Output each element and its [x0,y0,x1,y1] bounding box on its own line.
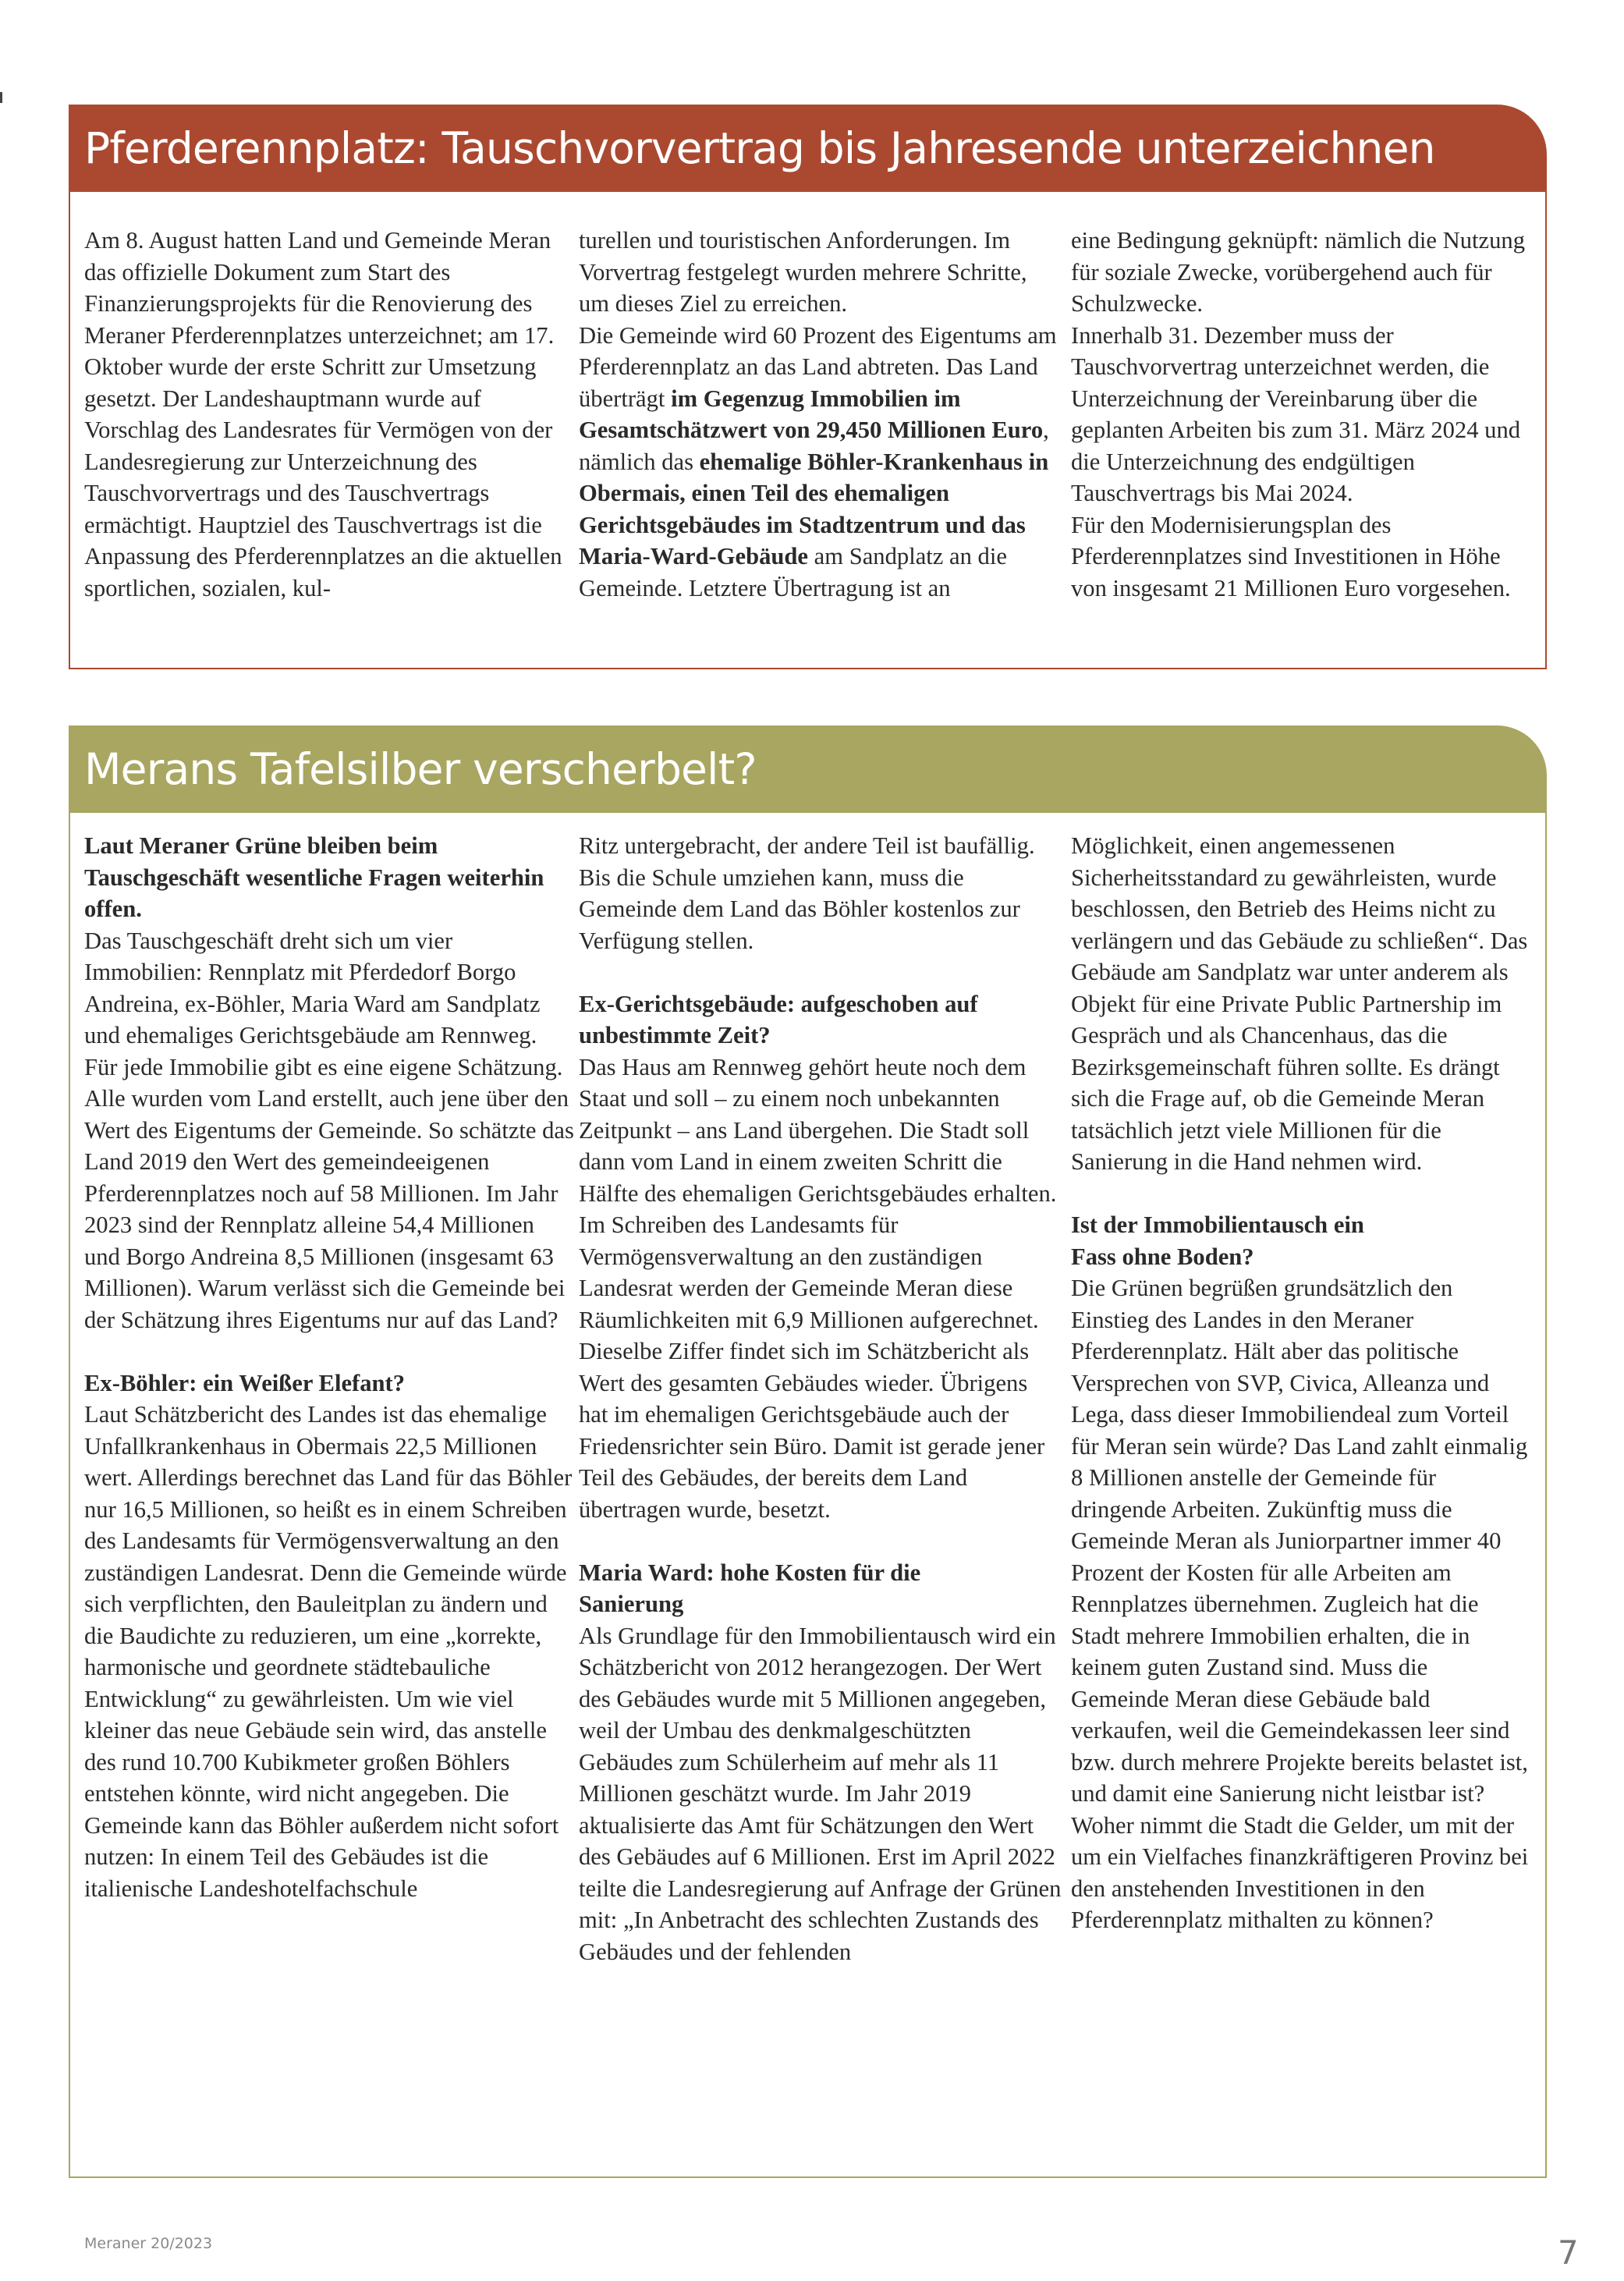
article-1-col3-para-b: Innerhalb 31. Dezember muss der Tauschvorvertrag unterzeichnet werden, die Unterzeichnung der Vereinbarung über die geplanten Arbeiten bis zum 31. März 2024 und die Unterzeichnung des endgültigen Tauschvertrags bis Mai 2024. [1071,321,1521,506]
article-1-col2-para-a: turellen und touristischen Anforderungen. Im Vorvertrag festgelegt wurden mehrere Schritte, um dieses Ziel zu erreichen. [579,227,1027,317]
article-1-col2-text-1: Die Gemeinde wird 60 Prozent des Eigentums am Pferderennplatz an das Land abtreten. Das Land überträgt [579,321,1057,412]
article-1-col3-para-a: eine Bedingung geknüpft: nämlich die Nutzung für soziale Zwecke, vorübergehend auch für Schulzwecke. [1071,227,1525,317]
article-2-lead [84,830,576,925]
article-2-subheading-ex-boehler-text: Ex-Böhler: ein Weißer Elefant? [84,1369,406,1396]
article-2-column-1 [84,830,576,1904]
article-1-col2-bold-2: ehemalige Böhler-Krankenhaus in Obermais, einen Teil des ehemaligen Gerichtsgebäudes im Stadtzentrum und das Maria-Ward-Gebäude [579,448,1049,569]
article-2-column-3 [1071,830,1531,1936]
article-2-colC-para-1: Möglichkeit, einen angemessenen Sicherheitsstandard zu gewährleisten, wurde beschlossen, den Betrieb des Heims nicht zu verlängern und das Gebäude zu schließen“. Das Gebäude am Sandplatz war unter anderem als Objekt für eine Private Public Partnership im Gespräch und als Chancenhaus, das die Bezirksgemeinschaft führen sollte. Es drängt sich die Frage auf, ob die Gemeinde Meran tatsächlich jetzt viele Millionen für die Sanierung in die Hand nehmen wird. [1071,832,1528,1175]
article-2-colA-para-2: Laut Schätzbericht des Landes ist das ehemalige Unfallkrankenhaus in Obermais 22,5 Millionen wert. Allerdings berechnet das Land für das Böhler nur 16,5 Millionen, so heißt es in einem Schreiben des Landesamts für Vermögensverwaltung an den zuständigen Landesrat. Denn die Gemeinde würde sich verpflichten, den Bauleitplan zu ändern und die Baudichte zu reduzieren, um eine „korrekte, harmonische und geordnete städtebauliche Entwicklung“ zu gewährleisten. Um wie viel kleiner das neue Gebäude sein wird, das anstelle des rund 10.700 Kubikmeter großen Böhlers entstehen könnte, wird nicht angegeben. Die Gemeinde kann das Böhler außerdem nicht sofort nutzen: In einem Teil des Gebäudes ist die italienische Landeshotelfachschule [84,1401,573,1902]
article-1-title: Pferderennplatz: Tauschvorvertrag bis Jahresende unterzeichnen [84,123,1435,173]
article-2-lead-text: Laut Meraner Grüne bleiben beim Tauschgeschäft wesentliche Fragen weiterhin offen. [84,832,544,922]
article-1 [69,105,1547,669]
article-2-colC-para-2: Die Grünen begrüßen grundsätzlich den Einstieg des Landes in den Meraner Pferderennplatz. Hält aber das politische Versprechen von SVP, Civica, Alleanza und Lega, dass dieser Immobiliendeal zum Vorteil für Meran sein würde? Das Land zahlt einmalig 8 Millionen anstelle der Gemeinde für dringende Arbeiten. Zukünftig muss die Gemeinde Meran als Juniorpartner immer 40 Prozent der Kosten für alle Arbeiten am Rennplatzes übernehmen. Zugleich hat die Stadt mehrere Immobilien erhalten, die in keinem guten Zustand sind. Muss die Gemeinde Meran diese Gebäude bald verkaufen, weil die Gemeindekassen leer sind bzw. durch mehrere Projekte bereits belastet ist, und damit eine Sanierung nicht leistbar ist? Woher nimmt die Stadt die Gelder, um mit der um ein Vielfaches finanzkräftigeren Provinz bei den anstehenden Investitionen in den Pferderennplatz mithalten zu können? [1071,1275,1529,1933]
footer-publication: Meraner 20/2023 [84,2235,213,2252]
margin-mark [0,92,2,103]
article-2-colA-para-1: Das Tauschgeschäft dreht sich um vier Immobilien: Rennplatz mit Pferdedorf Borgo Andreina, ex-Böhler, Maria Ward am Sandplatz und ehemaliges Gerichtsgebäude am Rennweg. Für jede Immobilie gibt es eine eigene Schätzung. Alle wurden vom Land erstellt, auch jene über den Wert des Eigentums der Gemeinde. So schätzte das Land 2019 den Wert des gemeindeeigenen Pferderennplatzes noch auf 58 Millionen. Im Jahr 2023 sind der Rennplatz alleine 54,4 Millionen und Borgo Andreina 8,5 Millionen (insgesamt 63 Millionen). Warum verlässt sich die Gemeinde bei der Schätzung ihres Eigentums nur auf das Land? [84,927,574,1333]
article-2-subheading-gericht-text: Ex-Gerichtsgebäude: aufgeschoben auf unbestimmte Zeit? [579,990,978,1048]
article-1-col1-text: Am 8. August hatten Land und Gemeinde Meran das offizielle Dokument zum Start des Finanzierungsprojekts für die Renovierung des Meraner Pferderennplatzes unterzeichnet; am 17. Oktober wurde der erste Schritt zur Umsetzung gesetzt. Der Landeshauptmann wurde auf Vorschlag des Landesrates für Vermögen von der Landesregierung zur Unterzeichnung des Tauschvorvertrags und des Tauschvertrags ermächtigt. Hauptziel des Tauschvertrags ist die Anpassung des Pferderennplatzes an die aktuellen sportlichen, sozialen, kul- [84,227,562,601]
article-1-col2-text-3: am Sandplatz an die Gemeinde. Letztere Übertragung ist an [579,543,1007,601]
page-number: 7 [1558,2233,1579,2272]
article-2-subheading-gericht [579,988,1016,1052]
article-2-colB-para-3: Als Grundlage für den Immobilientausch wird ein Schätzbericht von 2012 herangezogen. Der Wert des Gebäudes wurde mit 5 Millionen angegeben, weil der Umbau des denkmalgeschützten Gebäudes zum Schülerheim auf mehr als 11 Millionen geschätzt wurde. Im Jahr 2019 aktualisierte das Amt für Schätzungen den Wert des Gebäudes auf 6 Millionen. Erst im April 2022 teilte die Landesregierung auf Anfrage der Grünen mit: „In Anbetracht des schlechten Zustands des Gebäudes und der fehlenden [579,1622,1062,1965]
article-2-colB-para-2: Das Haus am Rennweg gehört heute noch dem Staat und soll – zu einem noch unbekannten Zeitpunkt – ans Land übergehen. Die Stadt soll dann vom Land in einem zweiten Schritt die Hälfte des ehemaligen Gerichtsgebäudes erhalten. Im Schreiben des Landesamts für Vermögensverwaltung an den zuständigen Landesrat werden der Gemeinde Meran diese Räumlichkeiten mit 6,9 Millionen aufgerechnet. Dieselbe Ziffer findet sich im Schätzbericht als Wert des gesamten Gebäudes wieder. Übrigens hat im ehemaligen Gerichtsgebäude auch der Friedensrichter sein Büro. Damit ist gerade jener Teil des Gebäudes, der bereits dem Land übertragen wurde, besetzt. [579,1053,1057,1523]
article-2 [69,725,1547,2178]
article-1-col3-para-c: Für den Modernisierungsplan des Pferderennplatzes sind Investitionen in Höhe von insgesamt 21 Millionen Euro vorgesehen. [1071,511,1511,601]
article-1-box [69,192,1547,669]
article-1-column-2 [579,225,1062,604]
article-2-column-2 [579,830,1062,1967]
article-2-colB-para-1: Ritz untergebracht, der andere Teil ist baufällig. Bis die Schule umziehen kann, muss die Gemeinde dem Land das Böhler kostenlos zur Verfügung stellen. [579,832,1035,954]
article-2-subheading-maria-ward [579,1557,969,1620]
article-2-banner [69,725,1547,813]
article-1-col2-para-b [579,320,1062,605]
article-2-subheading-fass [1071,1209,1399,1272]
article-2-subheading-fass-text: Ist der Immobilientausch ein Fass ohne Boden? [1071,1211,1364,1270]
article-2-subheading-maria-ward-text: Maria Ward: hohe Kosten für die Sanierung [579,1559,921,1617]
article-1-banner [69,105,1547,192]
article-2-title: Merans Tafelsilber verscherbelt? [84,744,757,794]
article-1-col2-bold-1: im Gegenzug Immobilien im Gesamtschätzwert von 29,450 Millionen Euro [579,385,1044,443]
article-1-col2-text-2: , nämlich das [579,417,1049,475]
article-2-subheading-ex-boehler [84,1368,576,1399]
article-2-box [69,813,1547,2178]
article-1-column-1 [84,225,576,604]
article-1-column-3 [1071,225,1531,604]
